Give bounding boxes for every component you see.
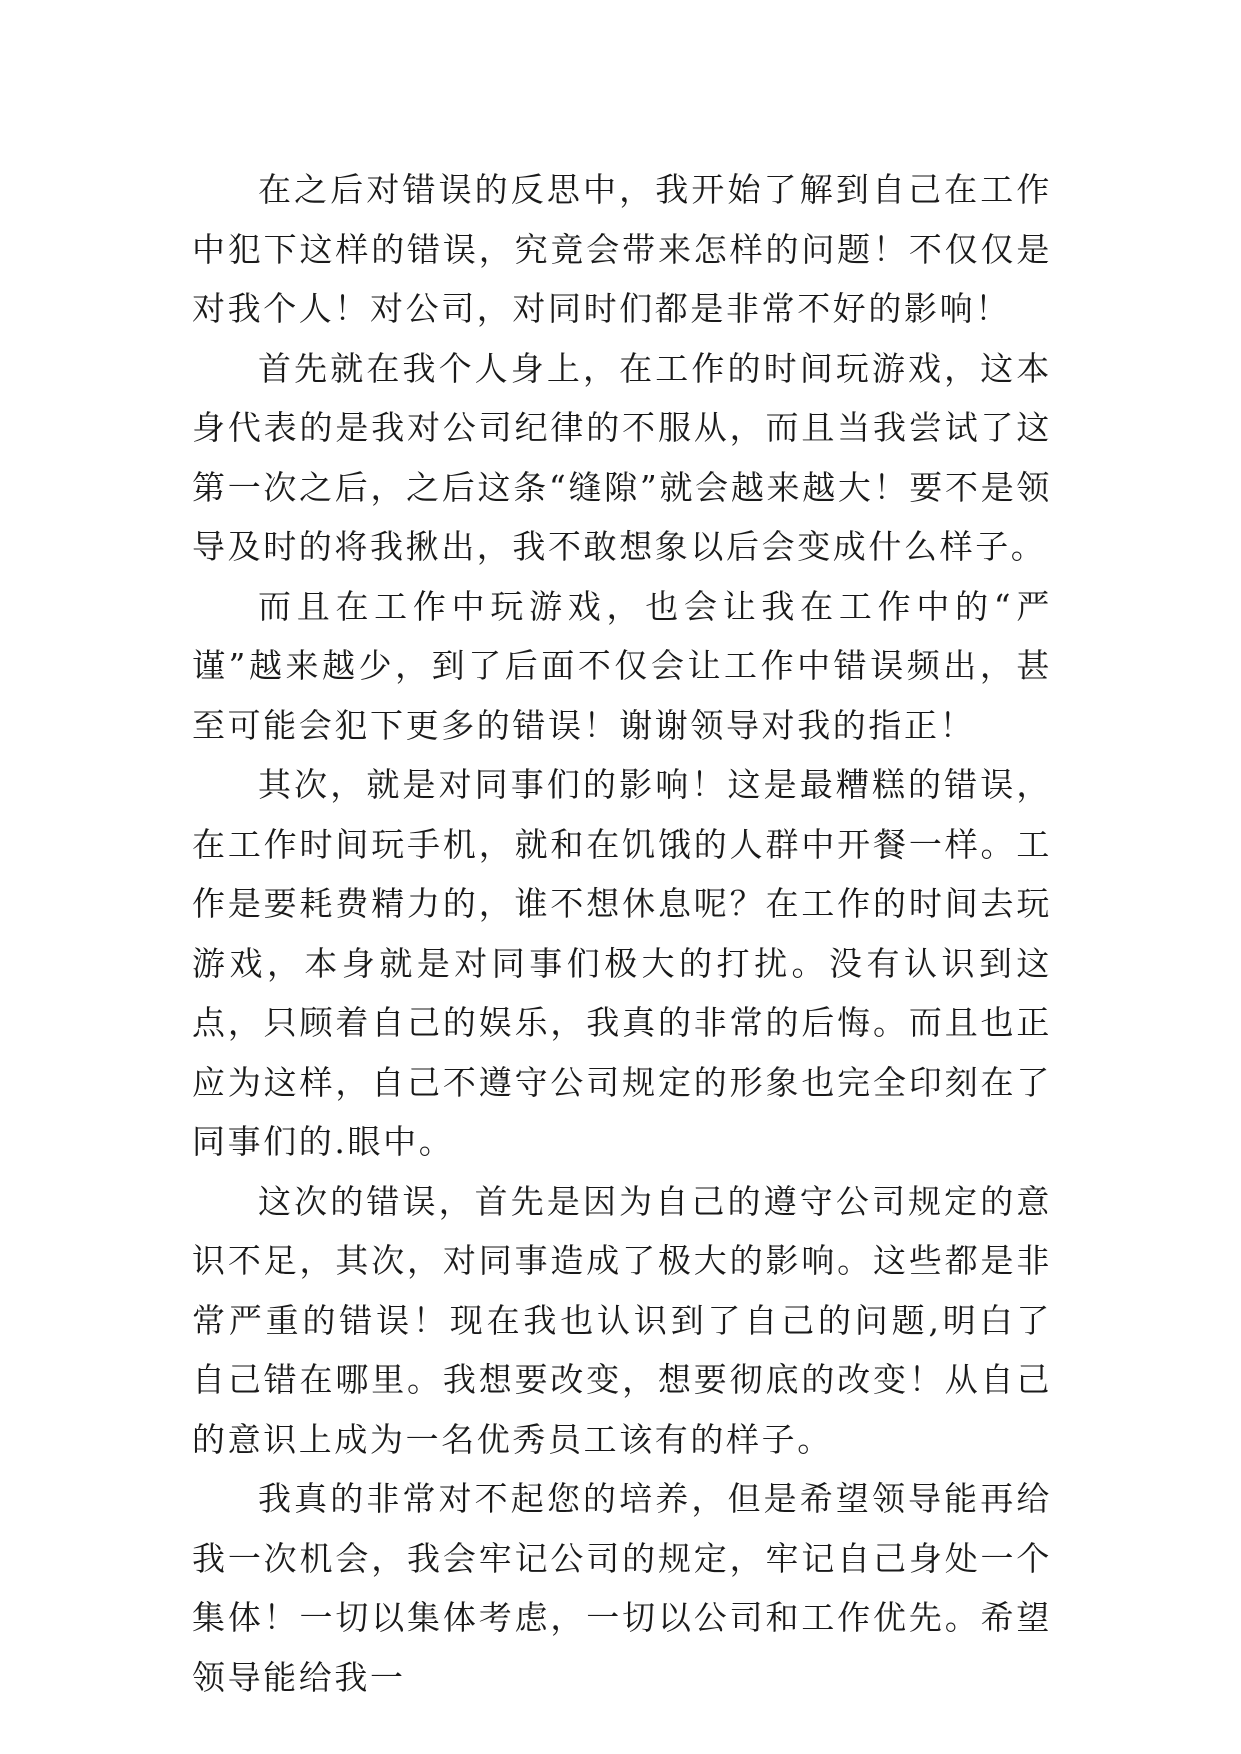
paragraph-1: 在之后对错误的反思中，我开始了解到自己在工作中犯下这样的错误，究竟会带来怎样的问题！不仅仅是对我个人！对公司，对同时们都是非常不好的影响！ bbox=[192, 170, 1052, 328]
paragraph-4: 其次，就是对同事们的影响！这是最糟糕的错误，在工作时间玩手机，就和在饥饿的人群中开餐一样。工作是要耗费精力的，谁不想休息呢？在工作的时间去玩游戏，本身就是对同事们极大的打扰。没有认识到这点，只顾着自己的娱乐，我真的非常的后悔。而且也正应为这样，自己不遵守公司规定的形象也完全印刻在了同事们的.眼中。 bbox=[192, 765, 1052, 1161]
document-body bbox=[192, 160, 1052, 1707]
paragraph-6: 我真的非常对不起您的培养，但是希望领导能再给我一次机会，我会牢记公司的规定，牢记自己身处一个集体！一切以集体考虑，一切以公司和工作优先。希望领导能给我一 bbox=[192, 1479, 1052, 1697]
paragraph-2: 首先就在我个人身上，在工作的时间玩游戏，这本身代表的是我对公司纪律的不服从，而且当我尝试了这第一次之后，之后这条“缝隙”就会越来越大！要不是领导及时的将我揪出，我不敢想象以后会变成什么样子。 bbox=[192, 348, 1052, 566]
paragraph-5: 这次的错误，首先是因为自己的遵守公司规定的意识不足，其次，对同事造成了极大的影响。这些都是非常严重的错误！现在我也认识到了自己的问题,明白了自己错在哪里。我想要改变，想要彻底的改变！从自己的意识上成为一名优秀员工该有的样子。 bbox=[192, 1181, 1052, 1459]
paragraph-3: 而且在工作中玩游戏，也会让我在工作中的“严谨”越来越少，到了后面不仅会让工作中错误频出，甚至可能会犯下更多的错误！谢谢领导对我的指正！ bbox=[192, 586, 1052, 745]
